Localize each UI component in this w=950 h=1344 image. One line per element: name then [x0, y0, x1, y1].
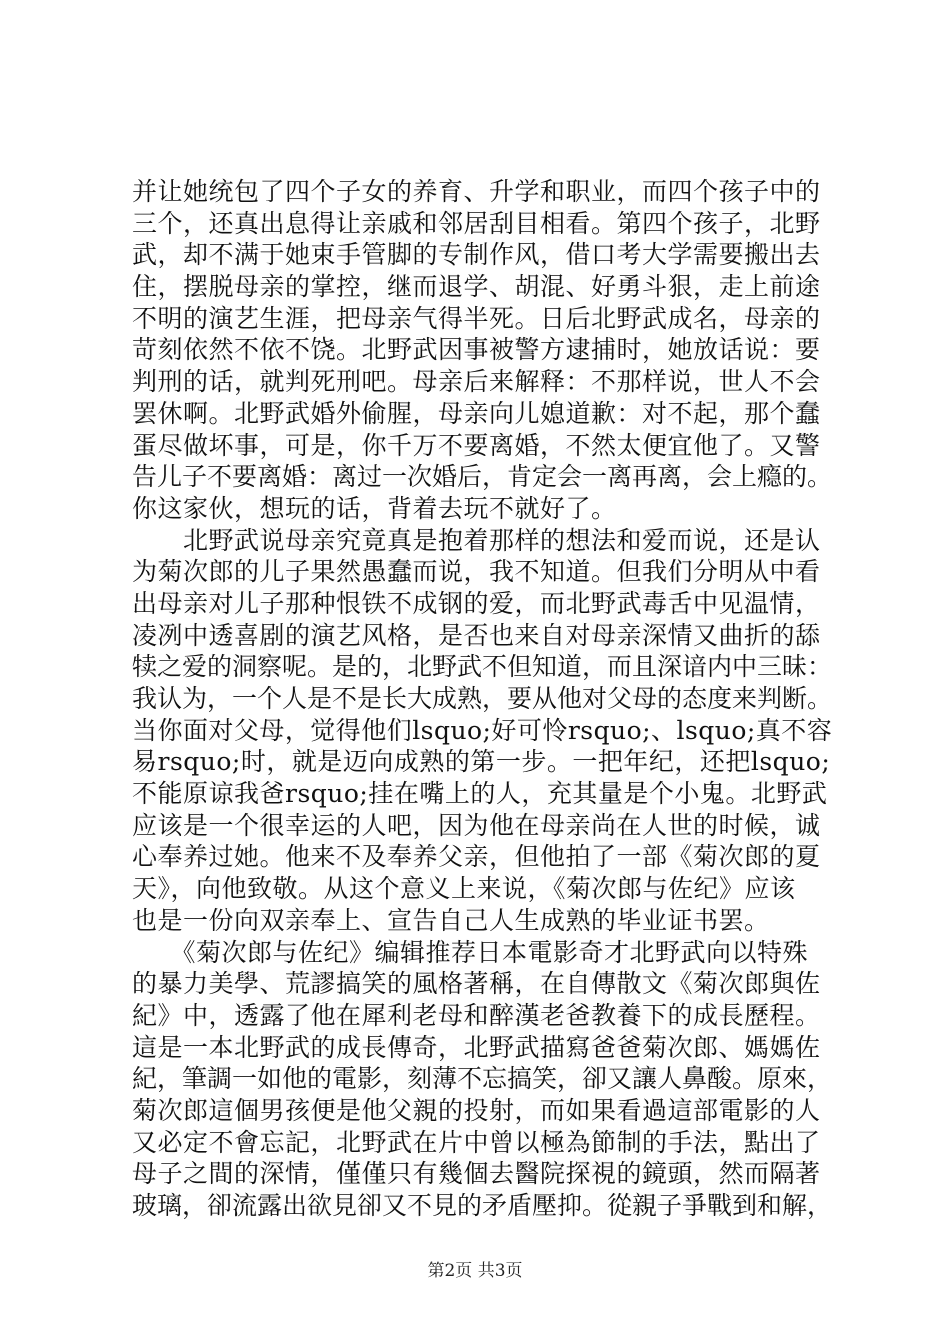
- text-line: 判刑的话，就判死刑吧。母亲后来解释：不那样说，世人不会: [132, 367, 821, 397]
- text-line: 三个，还真出息得让亲戚和邻居刮目相看。第四个孩子，北野: [132, 208, 821, 238]
- body-text: [132, 176, 832, 1222]
- text-line: 告儿子不要离婚：离过一次婚后，肯定会一离再离，会上瘾的。: [132, 462, 833, 492]
- text-line: 易rsquo;时，就是迈向成熟的第一步。一把年纪，还把lsquo;: [132, 747, 831, 777]
- text-line: 犊之爱的洞察呢。是的，北野武不但知道，而且深谙内中三昧：: [132, 652, 833, 682]
- text-line: 武，却不满于她束手管脚的专制作风，借口考大学需要搬出去: [132, 240, 821, 270]
- text-line: 不能原谅我爸rsquo;挂在嘴上的人，充其量是个小鬼。北野武: [132, 779, 828, 809]
- text-line: 心奉养过她。他来不及奉养父亲，但他拍了一部《菊次郎的夏: [132, 842, 821, 872]
- text-line: 的暴力美學、荒謬搞笑的風格著稱，在自傳散文《菊次郎與佐: [132, 969, 821, 999]
- text-line: 出母亲对儿子那种恨铁不成钢的爱，而北野武毒舌中见温情，: [132, 588, 821, 618]
- text-line: 母子之間的深情，僅僅只有幾個去醫院探視的鏡頭，然而隔著: [132, 1159, 821, 1189]
- text-line: 罢休啊。北野武婚外偷腥，母亲向儿媳道歉：对不起，那个蠢: [132, 398, 821, 428]
- text-line: 天》，向他致敬。从这个意义上来说，《菊次郎与佐纪》应该: [132, 874, 796, 904]
- text-line: 苛刻依然不依不饶。北野武因事被警方逮捕时，她放话说：要: [132, 335, 821, 365]
- text-line: 住，摆脱母亲的掌控，继而退学、胡混、好勇斗狠，走上前途: [132, 272, 821, 302]
- text-line: 蛋尽做坏事，可是，你千万不要离婚，不然太便宜他了。又警: [132, 430, 821, 460]
- text-line: 应该是一个很幸运的人吧，因为他在母亲尚在人世的时候，诚: [132, 810, 821, 840]
- text-line: 你这家伙，想玩的话，背着去玩不就好了。: [132, 493, 617, 523]
- text-line: 紀》中，透露了他在犀利老母和醉漢老爸教養下的成長歷程。: [132, 1000, 821, 1030]
- text-line: 当你面对父母，觉得他们lsquo;好可怜rsquo;、lsquo;真不容: [132, 715, 833, 745]
- text-line: 我认为，一个人是不是长大成熟，要从他对父母的态度来判断。: [132, 684, 833, 713]
- text-line: 凌冽中透喜剧的演艺风格，是否也来自对母亲深情又曲折的舔: [132, 620, 821, 650]
- page-footer: 第2页 共3页: [427, 1261, 523, 1281]
- text-line: 這是一本北野武的成長傳奇，北野武描寫爸爸菊次郎、媽媽佐: [132, 1032, 821, 1062]
- text-line: 紀，筆調一如他的電影，刻薄不忘搞笑，卻又讓人鼻酸。原來，: [132, 1064, 833, 1094]
- text-line: 玻璃，卻流露出欲見卻又不見的矛盾壓抑。從親子爭戰到和解，: [132, 1191, 833, 1220]
- text-line: 又必定不會忘記，北野武在片中曾以極為節制的手法，點出了: [132, 1127, 821, 1157]
- text-line: 菊次郎這個男孩便是他父親的投射，而如果看過這部電影的人: [132, 1095, 821, 1125]
- text-line: 并让她统包了四个子女的养育、升学和职业，而四个孩子中的: [132, 177, 821, 206]
- text-line: 《菊次郎与佐纪》编辑推荐日本電影奇才北野武向以特殊: [132, 937, 809, 967]
- text-line: 北野武说母亲究竟真是抱着那样的想法和爱而说，还是认: [132, 525, 821, 555]
- text-line: 为菊次郎的儿子果然愚蠢而说，我不知道。但我们分明从中看: [132, 557, 821, 587]
- text-line: 也是一份向双亲奉上、宣告自己人生成熟的毕业证书罢。: [132, 905, 770, 935]
- text-line: 不明的演艺生涯，把母亲气得半死。日后北野武成名，母亲的: [132, 303, 821, 333]
